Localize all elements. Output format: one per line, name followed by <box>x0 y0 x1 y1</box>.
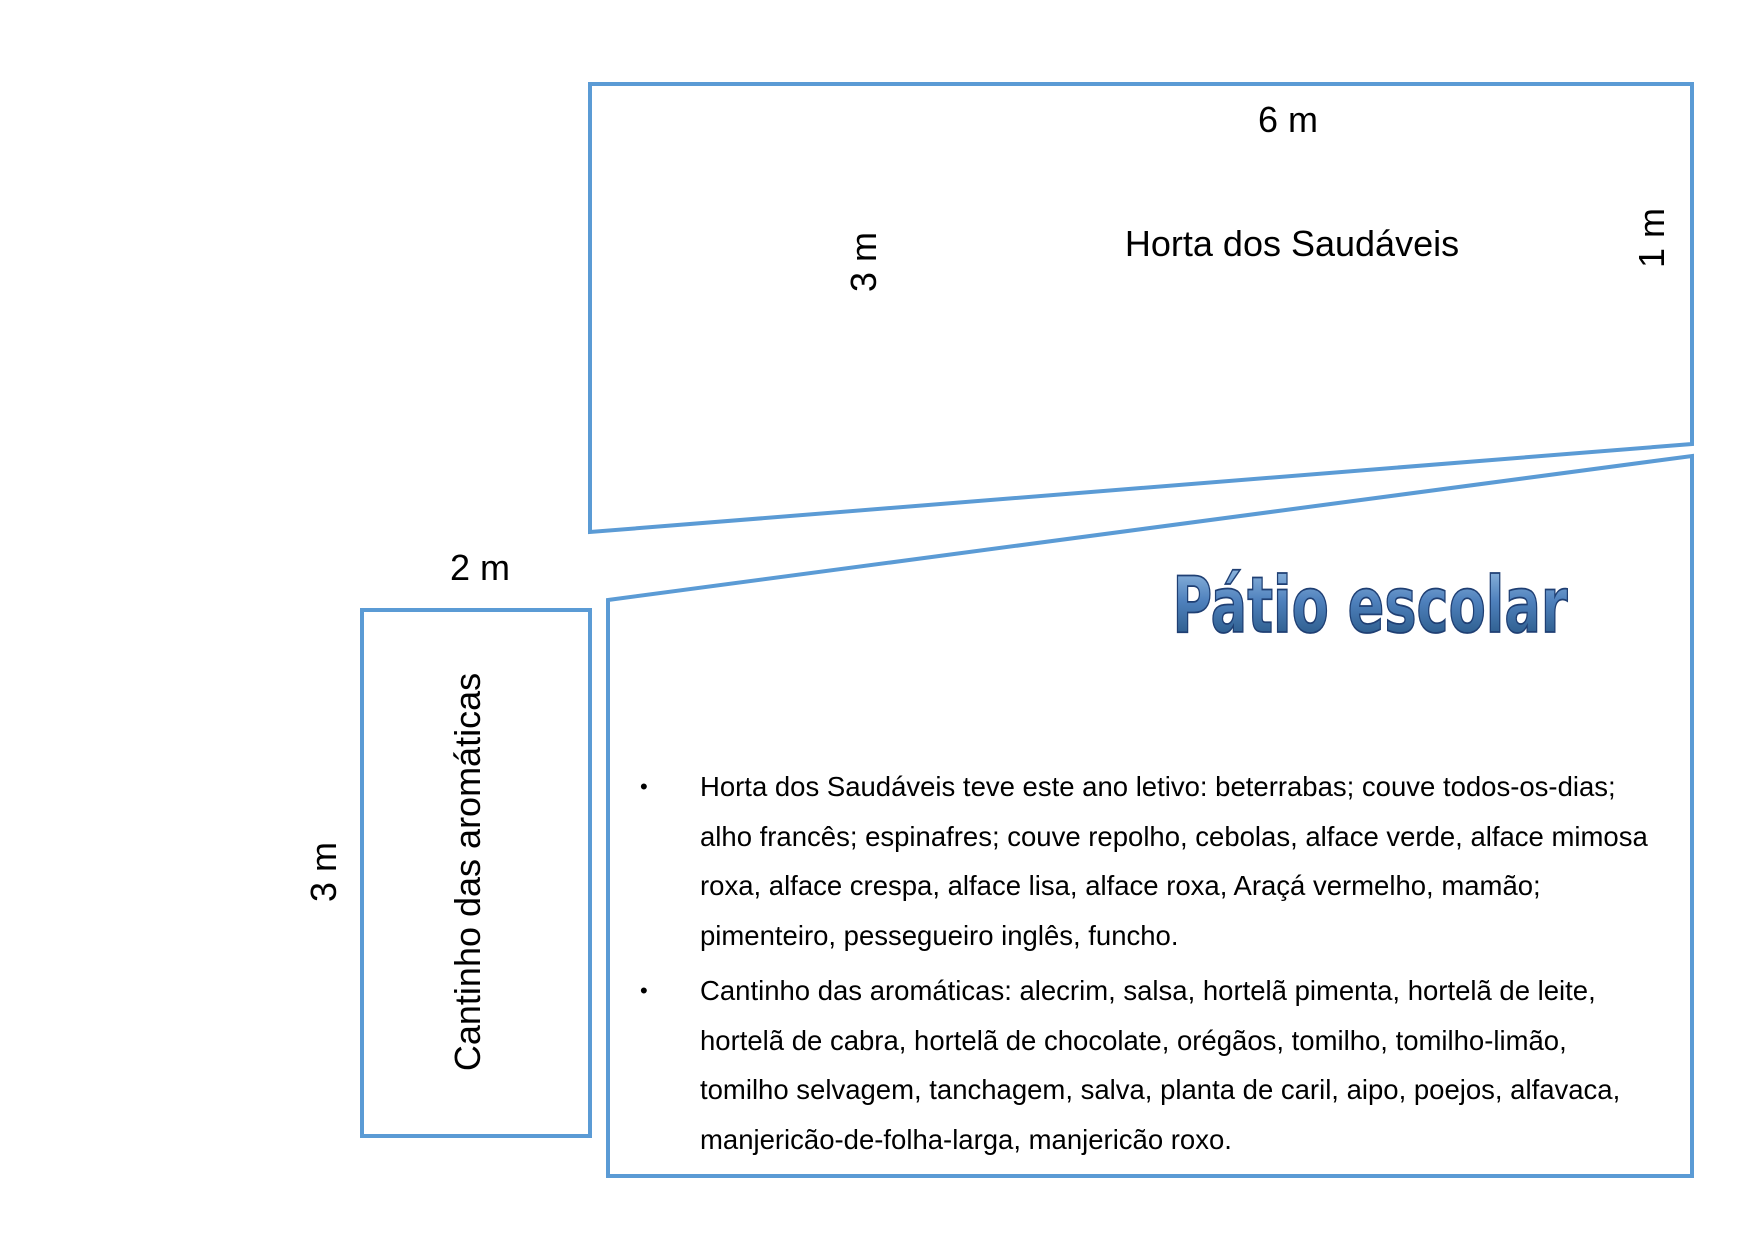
horta-width-label: 6 m <box>1257 99 1319 140</box>
cantinho-width-label: 2 m <box>449 547 511 588</box>
horta-plot-outline <box>590 84 1692 532</box>
cantinho-plant-list-item <box>640 966 1660 1164</box>
cantinho-plot-name: Cantinho das aromáticas <box>447 672 488 1072</box>
horta-plant-list-item <box>640 762 1660 960</box>
bullet-icon: • <box>640 774 648 799</box>
horta-right-side-label: 1 m <box>1631 207 1672 269</box>
horta-left-side-label: 3 m <box>843 231 884 293</box>
horta-plot-name: Horta dos Saudáveis <box>1124 223 1460 264</box>
patio-title: Pátio escolar <box>1172 559 1568 651</box>
cantinho-plant-list-text: Cantinho das aromáticas: alecrim, salsa, hortelã pimenta, hortelã de leite, hortelã de cabra, hortelã de chocolate, orégãos, tomilho, tomilho-limão, tomilho selvagem, tanchagem, salva, planta de caril, aipo, poejos, alfavaca, manjericão-de-folha-larga, manjericão roxo. <box>700 975 1621 1155</box>
horta-plant-list-text: Horta dos Saudáveis teve este ano letivo: beterrabas; couve todos-os-dias; alho francês; espinafres; couve repolho, cebolas, alface verde, alface mimosa roxa, alface crespa, alface lisa, alface roxa, Araçá vermelho, mamão; pimenteiro, pessegueiro inglês, funcho. <box>700 771 1648 951</box>
bullet-icon: • <box>640 978 648 1003</box>
cantinho-height-label: 3 m <box>303 841 344 903</box>
plant-list <box>640 762 1660 1170</box>
